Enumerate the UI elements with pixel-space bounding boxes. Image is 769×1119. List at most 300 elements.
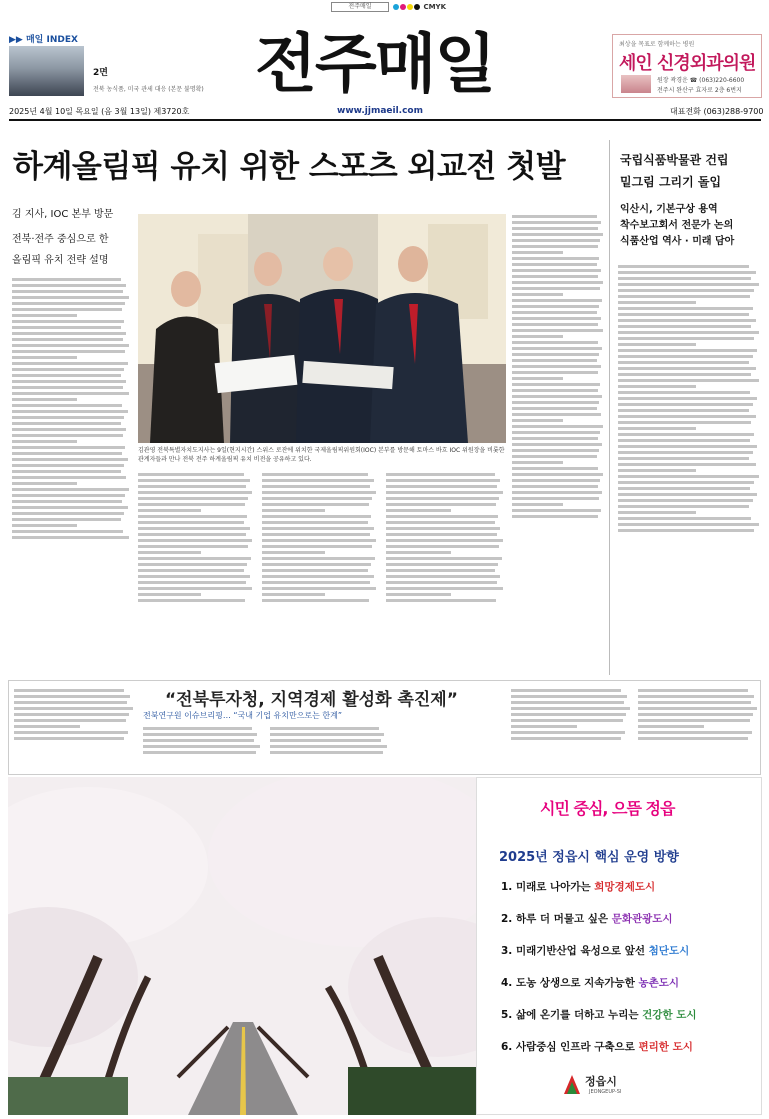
body-text-line <box>512 365 601 368</box>
jeongeup-logo-icon <box>563 1074 581 1096</box>
body-text-line <box>138 545 248 548</box>
right-subhead-1: 익산시, 기본구상 용역 <box>620 204 718 215</box>
body-text-line <box>12 284 126 287</box>
body-text-line <box>262 545 372 548</box>
body-text-line <box>14 725 80 728</box>
body-text-line <box>512 449 599 452</box>
body-text-line <box>12 398 77 401</box>
body-text-line <box>512 245 598 248</box>
body-text-line <box>618 367 756 370</box>
body-text-line <box>618 463 756 466</box>
body-text-line <box>512 503 563 506</box>
body-text-line <box>512 455 597 458</box>
body-text-line <box>618 523 759 526</box>
body-text-line <box>12 344 129 347</box>
ad-plan-item <box>501 943 689 959</box>
body-text-line <box>512 485 598 488</box>
body-text-line <box>138 533 246 536</box>
body-text-line <box>511 695 627 698</box>
body-text-line <box>262 521 368 524</box>
body-text-line <box>262 593 325 596</box>
body-text-line <box>262 509 325 512</box>
body-text-line <box>511 689 621 692</box>
body-text-line <box>262 527 374 530</box>
body-text-line <box>512 335 563 338</box>
body-text-line <box>618 295 750 298</box>
body-text-line <box>138 593 201 596</box>
ad-plan-title: 2025년 정읍시 핵심 운영 방향 <box>499 850 679 865</box>
body-text-line <box>12 290 123 293</box>
lead-headline[interactable]: 하계올림픽 유치 위한 스포츠 외교전 첫발 <box>13 149 566 185</box>
body-text-line <box>512 287 600 290</box>
body-text-line <box>638 725 704 728</box>
body-text-line <box>618 487 750 490</box>
body-text-line <box>138 563 247 566</box>
body-text-line <box>262 551 325 554</box>
body-text-line <box>512 299 602 302</box>
body-text-line <box>14 707 133 710</box>
body-text-line <box>12 302 125 305</box>
body-text-line <box>618 319 756 322</box>
site-url[interactable]: www.jjmaeil.com <box>337 106 423 116</box>
body-text-line <box>618 457 749 460</box>
ad-plan-item-highlight: 첨단도시 <box>648 945 690 957</box>
body-text-line <box>618 445 757 448</box>
body-text-line <box>512 347 602 350</box>
body-text-line <box>386 581 497 584</box>
body-text-line <box>618 379 759 382</box>
second-body-col-1 <box>14 686 134 772</box>
body-text-line <box>270 751 383 754</box>
body-text-line <box>618 433 754 436</box>
ad-plan-item-highlight: 편리한 도시 <box>638 1041 693 1053</box>
body-text-line <box>262 473 368 476</box>
lead-body-col-5 <box>512 212 604 675</box>
body-text-line <box>386 575 500 578</box>
ad-plan-item-text: 5. 삶에 온기를 더하고 누리는 <box>501 1009 643 1021</box>
body-text-line <box>138 521 244 524</box>
body-text-line <box>262 515 371 518</box>
body-text-line <box>138 479 250 482</box>
body-text-line <box>512 329 603 332</box>
body-text-line <box>262 533 370 536</box>
lead-photo <box>138 214 506 443</box>
body-text-line <box>386 545 499 548</box>
body-text-line <box>143 745 260 748</box>
right-body <box>618 262 760 675</box>
body-text-line <box>386 539 503 542</box>
index-text: 매일 INDEX <box>25 35 78 45</box>
body-text-line <box>618 505 749 508</box>
body-text-line <box>262 563 371 566</box>
body-text-line <box>12 338 123 341</box>
ad-plan-item-text: 2. 하루 더 머물고 싶은 <box>501 913 612 925</box>
index-label <box>9 32 78 45</box>
body-text-line <box>511 737 621 740</box>
body-text-line <box>618 511 696 514</box>
body-text-line <box>262 485 370 488</box>
ad-plan-item <box>501 879 655 895</box>
body-text-line <box>270 733 384 736</box>
body-text-line <box>511 725 577 728</box>
body-text-line <box>512 431 600 434</box>
body-text-line <box>138 569 244 572</box>
body-text-line <box>138 503 245 506</box>
body-text-line <box>12 386 123 389</box>
body-text-line <box>618 349 757 352</box>
second-body-col-3 <box>270 724 388 772</box>
body-text-line <box>386 569 495 572</box>
body-text-line <box>512 269 601 272</box>
body-text-line <box>386 479 500 482</box>
body-text-line <box>262 575 374 578</box>
body-text-line <box>618 517 751 520</box>
body-text-line <box>618 427 696 430</box>
body-text-line <box>638 713 753 716</box>
body-text-line <box>511 701 624 704</box>
body-text-line <box>12 374 121 377</box>
body-text-line <box>512 497 599 500</box>
body-text-line <box>262 491 376 494</box>
clinic-ad-phone: 원장 곽경운 ☎ (063)220-6600 <box>657 77 745 84</box>
body-text-line <box>618 331 759 334</box>
body-text-line <box>12 428 126 431</box>
body-text-line <box>14 695 130 698</box>
body-text-line <box>12 452 122 455</box>
clinic-ad-name: 세인 신경외과의원 <box>619 53 756 74</box>
body-text-line <box>512 239 600 242</box>
body-text-line <box>12 482 77 485</box>
second-body-col-4 <box>511 686 631 772</box>
yellow-dot-icon <box>407 4 413 10</box>
lead-photo-caption: 김관영 전북특별자치도지사는 9일(현지시간) 스위스 로잔에 위치한 국제올림픽위원회(IOC) 본부를 방문해 토마스 바흐 IOC 위원장을 비롯한 관계자들과 만나 전북 전주 하계올림픽 유치 비전을 공유하고 있다. <box>138 447 505 463</box>
lead-body-col-2 <box>138 470 253 675</box>
body-text-line <box>618 271 756 274</box>
ad-plan-item <box>501 975 679 991</box>
body-text-line <box>512 383 600 386</box>
right-headline-2[interactable]: 밑그림 그리기 돌입 <box>620 175 722 189</box>
body-text-line <box>12 476 126 479</box>
body-text-line <box>618 415 756 418</box>
body-text-line <box>511 731 625 734</box>
body-text-line <box>12 506 128 509</box>
body-text-line <box>618 481 754 484</box>
body-text-line <box>512 413 601 416</box>
body-text-line <box>638 719 750 722</box>
body-text-line <box>512 389 598 392</box>
body-text-line <box>12 362 128 365</box>
body-text-line <box>12 530 123 533</box>
body-text-line <box>14 701 127 704</box>
body-text-line <box>618 343 696 346</box>
cmyk-label: CMYK <box>423 3 447 11</box>
body-text-line <box>618 451 753 454</box>
body-text-line <box>386 509 451 512</box>
body-text-line <box>618 313 749 316</box>
body-text-line <box>511 713 626 716</box>
body-text-line <box>638 701 751 704</box>
body-text-line <box>262 539 376 542</box>
body-text-line <box>618 385 696 388</box>
body-text-line <box>386 533 497 536</box>
body-text-line <box>638 689 748 692</box>
body-text-line <box>12 368 124 371</box>
body-text-line <box>512 251 563 254</box>
body-text-line <box>512 257 599 260</box>
body-text-line <box>512 491 602 494</box>
body-text-line <box>512 407 597 410</box>
body-text-line <box>12 314 77 317</box>
body-text-line <box>386 551 451 554</box>
second-headline[interactable]: “전북투자청, 지역경제 활성화 촉진제” <box>165 690 458 710</box>
body-text-line <box>138 581 246 584</box>
body-text-line <box>386 521 495 524</box>
ad-slogan: 시민 중심, 으뜸 정읍 <box>540 799 675 818</box>
body-text-line <box>138 587 252 590</box>
lead-body-col-4 <box>386 470 504 675</box>
lead-subhead-2: 전북·전주 중심으로 한 <box>12 234 109 245</box>
body-text-line <box>12 326 121 329</box>
clinic-photo <box>621 75 651 93</box>
body-text-line <box>270 745 387 748</box>
body-text-line <box>138 485 246 488</box>
body-text-line <box>386 557 502 560</box>
body-text-line <box>262 503 369 506</box>
body-text-line <box>12 392 129 395</box>
body-text-line <box>618 391 750 394</box>
body-text-line <box>511 707 630 710</box>
body-text-line <box>12 320 124 323</box>
body-text-line <box>138 509 201 512</box>
cherry-blossom-photo <box>8 777 476 1115</box>
body-text-line <box>512 353 599 356</box>
lead-subhead-1: 김 지사, IOC 본부 방문 <box>12 209 114 220</box>
body-text-line <box>512 341 598 344</box>
body-text-line <box>270 739 381 742</box>
body-text-line <box>512 515 598 518</box>
body-text-line <box>12 494 125 497</box>
body-text-line <box>270 727 379 730</box>
right-subhead-3: 식품산업 역사 · 미래 담아 <box>620 236 735 247</box>
right-headline-1[interactable]: 국립식품박물관 건립 <box>620 153 729 167</box>
ad-plan-item-highlight: 농촌도시 <box>638 977 680 989</box>
edition-cap: 전주매일 <box>331 2 389 12</box>
ad-plan-item-highlight: 건강한 도시 <box>642 1009 697 1021</box>
body-text-line <box>138 551 201 554</box>
ad-plan-item <box>501 911 673 927</box>
body-text-line <box>618 337 754 340</box>
body-text-line <box>512 473 603 476</box>
body-text-line <box>12 278 121 281</box>
right-subhead-2: 착수보고회서 전문가 논의 <box>620 220 734 231</box>
body-text-line <box>638 695 754 698</box>
clinic-ad-tagline: 최상을 목표로 함께하는 병원 <box>619 41 695 48</box>
body-text-line <box>12 440 77 443</box>
body-text-line <box>618 475 759 478</box>
lead-body-col-1 <box>12 275 130 675</box>
body-text-line <box>12 416 124 419</box>
body-text-line <box>386 491 503 494</box>
body-text-line <box>143 739 254 742</box>
body-text-line <box>14 737 124 740</box>
body-text-line <box>138 473 244 476</box>
body-text-line <box>512 323 598 326</box>
body-text-line <box>618 355 753 358</box>
masthead-rule <box>9 119 761 121</box>
body-text-line <box>618 409 749 412</box>
body-text-line <box>12 422 121 425</box>
body-text-line <box>138 599 245 602</box>
second-subhead: 전북연구원 이슈브리핑… “국내 기업 유치만으로는 한계” <box>143 711 343 720</box>
body-text-line <box>386 473 495 476</box>
newspaper-title[interactable]: 전주매일 <box>255 28 495 102</box>
body-text-line <box>618 439 750 442</box>
phone-number: 대표전화 (063)288-9700 <box>670 107 764 116</box>
body-text-line <box>618 325 751 328</box>
body-text-line <box>14 719 126 722</box>
body-text-line <box>262 587 376 590</box>
clinic-ad[interactable] <box>612 34 762 98</box>
body-text-line <box>138 539 252 542</box>
ad-city-name-en: JEONGEUP-SI <box>589 1089 622 1095</box>
body-text-line <box>512 425 603 428</box>
body-text-line <box>618 277 751 280</box>
body-text-line <box>138 575 250 578</box>
body-text-line <box>14 713 129 716</box>
body-text-line <box>386 587 503 590</box>
body-text-line <box>512 263 597 266</box>
ad-plan-item-text: 4. 도농 상생으로 지속가능한 <box>501 977 639 989</box>
body-text-line <box>12 350 125 353</box>
column-divider <box>609 140 610 675</box>
body-text-line <box>512 419 563 422</box>
lead-body-col-3 <box>262 470 377 675</box>
ad-plan-item <box>501 1007 697 1023</box>
body-text-line <box>386 515 498 518</box>
body-text-line <box>12 536 129 539</box>
lead-subhead-3: 올림픽 유치 전략 설명 <box>12 255 109 266</box>
body-text-line <box>618 283 759 286</box>
body-text-line <box>618 529 754 532</box>
body-text-line <box>12 488 129 491</box>
body-text-line <box>12 356 77 359</box>
body-text-line <box>512 467 598 470</box>
body-text-line <box>138 515 247 518</box>
body-text-line <box>512 317 601 320</box>
ad-plan-item-highlight: 문화관광도시 <box>611 913 673 925</box>
body-text-line <box>512 305 599 308</box>
body-text-line <box>638 737 748 740</box>
body-text-line <box>138 497 248 500</box>
magenta-dot-icon <box>400 4 406 10</box>
body-text-line <box>12 470 121 473</box>
body-text-line <box>138 491 252 494</box>
body-text-line <box>143 727 252 730</box>
body-text-line <box>512 221 601 224</box>
body-text-line <box>618 403 753 406</box>
index-page: 2면 <box>93 68 108 78</box>
body-text-line <box>512 227 598 230</box>
body-text-line <box>618 307 753 310</box>
second-body-col-5 <box>638 686 758 772</box>
body-text-line <box>512 359 597 362</box>
ad-plan-item-text: 6. 사람중심 인프라 구축으로 <box>501 1041 639 1053</box>
body-text-line <box>12 464 124 467</box>
body-text-line <box>512 371 598 374</box>
body-text-line <box>12 332 126 335</box>
body-text-line <box>12 380 126 383</box>
body-text-line <box>512 437 598 440</box>
body-text-line <box>618 421 751 424</box>
body-text-line <box>512 215 597 218</box>
body-text-line <box>512 377 563 380</box>
body-text-line <box>12 446 125 449</box>
body-text-line <box>138 557 251 560</box>
body-text-line <box>143 751 256 754</box>
ad-plan-item-text: 3. 미래기반산업 육성으로 앞선 <box>501 945 649 957</box>
body-text-line <box>512 401 599 404</box>
ad-plan-item-highlight: 희망경제도시 <box>594 881 656 893</box>
body-text-line <box>512 509 601 512</box>
body-text-line <box>386 527 500 530</box>
body-text-line <box>512 311 597 314</box>
second-body-col-2 <box>143 724 261 772</box>
body-text-line <box>12 500 122 503</box>
body-text-line <box>262 479 374 482</box>
body-text-line <box>618 289 754 292</box>
body-text-line <box>512 461 563 464</box>
body-text-line <box>638 707 757 710</box>
body-text-line <box>12 308 122 311</box>
body-text-line <box>618 361 749 364</box>
body-text-line <box>386 503 496 506</box>
body-text-line <box>12 458 128 461</box>
key-dot-icon <box>414 4 420 10</box>
body-text-line <box>618 493 757 496</box>
body-text-line <box>262 497 372 500</box>
body-text-line <box>512 395 602 398</box>
body-text-line <box>512 443 602 446</box>
body-text-line <box>512 233 603 236</box>
ad-city-name: 정읍시 <box>585 1075 617 1088</box>
body-text-line <box>618 265 749 268</box>
double-chevron-icon: ▶▶ <box>9 35 23 45</box>
index-photo <box>9 46 84 96</box>
body-text-line <box>12 410 128 413</box>
body-text-line <box>386 485 497 488</box>
body-text-line <box>618 373 751 376</box>
body-text-line <box>618 301 696 304</box>
body-text-line <box>12 404 122 407</box>
body-text-line <box>14 731 128 734</box>
cyan-dot-icon <box>393 4 399 10</box>
body-text-line <box>143 733 257 736</box>
body-text-line <box>262 599 369 602</box>
body-text-line <box>262 557 375 560</box>
body-text-line <box>12 434 123 437</box>
body-text-line <box>512 293 563 296</box>
cmyk-marks <box>393 3 446 11</box>
clinic-ad-address: 전주시 완산구 효자로 2층 6번지 <box>657 87 742 94</box>
ad-plan-item <box>501 1039 693 1055</box>
body-text-line <box>12 296 129 299</box>
body-text-line <box>386 599 496 602</box>
body-text-line <box>618 469 696 472</box>
body-text-line <box>262 569 368 572</box>
body-text-line <box>386 563 498 566</box>
body-text-line <box>386 497 499 500</box>
body-text-line <box>386 593 451 596</box>
